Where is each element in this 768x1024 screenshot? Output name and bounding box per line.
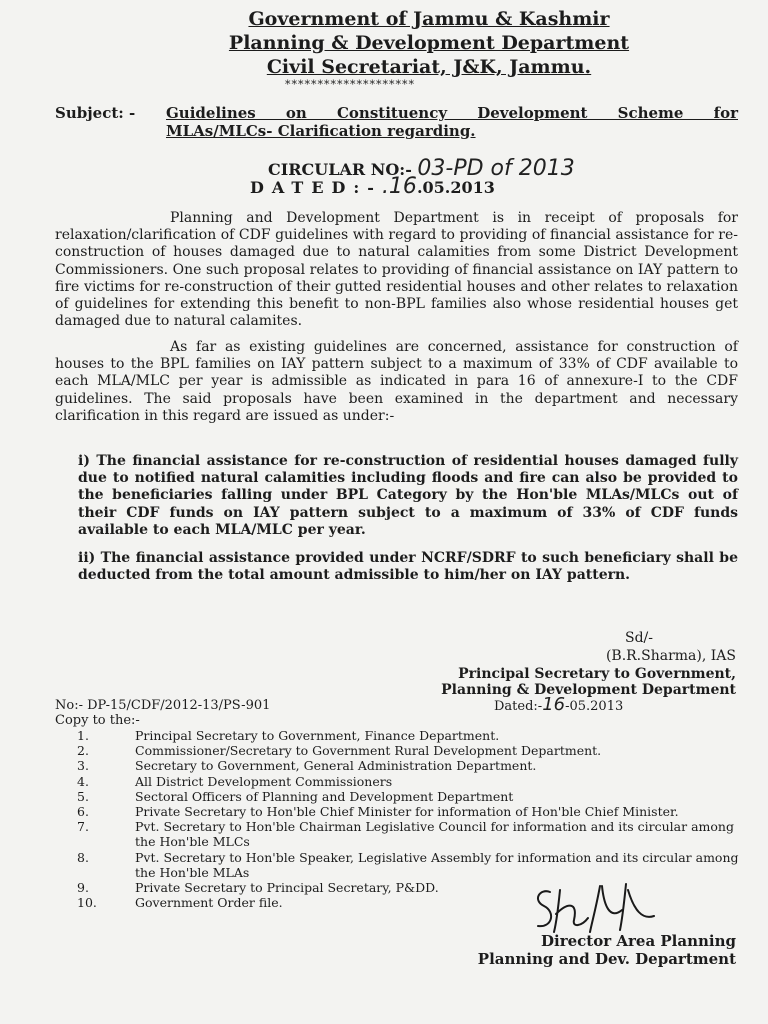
clarification-point-2: ii) The financial assistance provided under NCRF/SDRF to such beneficiary shall be deducted from the total amount admissible to him/her on IAY pattern.	[78, 550, 738, 584]
signatory-name: (B.R.Sharma), IAS	[605, 648, 736, 664]
body-paragraph-2: As far as existing guidelines are concerned, assistance for construction of houses to the BPL families on IAY pattern subject to a maximum of 33% of CDF available to each MLA/MLC per year is admissible as indicated in para 16 of annexure-I to the CDF guidelines. The said proposals have been examined in the department and necessary clarification in this regard are issued as under:-	[55, 339, 738, 424]
body-paragraph-1: Planning and Development Department is in receipt of proposals for relaxation/clarification of CDF guidelines with regard to providing of financial assistance for re-construction of houses damaged due to natural calamities from some District Development Commissioners. One such proposal relates to providing of financial assistance on IAY pattern to fire victims for re-construction of their gutted residential houses and other relates to relaxation of guidelines for extending this benefit to non-BPL families also whose residential houses get damaged due to natural calamites.	[55, 210, 738, 330]
list-item: 6. Private Secretary to Hon'ble Chief Minister for information of Hon'ble Chief Minister.	[77, 804, 679, 820]
list-item: 2. Commissioner/Secretary to Government Rural Development Department.	[77, 743, 602, 759]
list-item: 8. Pvt. Secretary to Hon'ble Speaker, Legislative Assembly for information and its circular among the Hon'ble MLAs	[77, 849, 739, 880]
subject-label: Subject: -	[55, 104, 136, 122]
clarification-point-1: i) The financial assistance for re-construction of residential houses damaged fully due to notified natural calamities including floods and fire can also be provided to the beneficiaries falling under BPL Category by the Hon'ble MLAs/MLCs out of their CDF funds on IAY pattern subject to a maximum of 33% of CDF funds available to each MLA/MLC per year.	[78, 453, 738, 538]
reference-number: No:- DP-15/CDF/2012-13/PS-901	[55, 698, 271, 713]
dated-handwritten-day: .16	[381, 174, 417, 199]
reference-date-label: Dated:-	[494, 699, 543, 714]
reference-date-value: -05.2013	[565, 699, 624, 714]
list-item: 10. Government Order file.	[77, 895, 283, 911]
list-item: 5. Sectoral Officers of Planning and Development Department	[77, 788, 514, 804]
reference-date-handwritten: 16	[542, 694, 566, 715]
header-department: Planning & Development Department	[228, 32, 630, 54]
subject-line-1: Guidelines on Constituency Development Scheme for	[166, 104, 738, 122]
handwritten-signature	[530, 880, 680, 940]
footer-department: Planning and Dev. Department	[477, 950, 736, 968]
list-item: 4. All District Development Commissioners	[77, 773, 393, 789]
list-item: 7. Pvt. Secretary to Hon'ble Chairman Legislative Council for information and its circular among the Hon'ble MLCs	[77, 819, 734, 850]
dated-label: DATED:-	[250, 178, 382, 197]
circular-number-handwritten: 03-PD of 2013	[417, 156, 575, 181]
circular-date	[250, 174, 495, 199]
list-item: 1. Principal Secretary to Government, Finance Department.	[77, 728, 500, 743]
copy-to-label: Copy to the:-	[55, 713, 140, 728]
footer-director: Director Area Planning	[541, 932, 736, 950]
signatory-title-1: Principal Secretary to Government,	[458, 666, 736, 682]
header-secretariat: Civil Secretariat, J&K, Jammu.	[266, 56, 592, 78]
list-item: 9. Private Secretary to Principal Secretary, P&DD.	[77, 880, 439, 896]
dated-value: .05.2013	[416, 178, 495, 197]
reference-date	[494, 694, 623, 715]
list-item: 3. Secretary to Government, General Administration Department.	[77, 758, 537, 774]
circular-label: CIRCULAR NO:-	[268, 160, 412, 179]
signatory-sd: Sd/-	[625, 630, 653, 646]
signatory-title-2: Planning & Development Department	[441, 682, 736, 698]
header-government: Government of Jammu & Kashmir	[248, 8, 610, 30]
header-stars: ********************	[285, 78, 415, 91]
subject-line-2: MLAs/MLCs- Clarification regarding.	[166, 122, 476, 140]
